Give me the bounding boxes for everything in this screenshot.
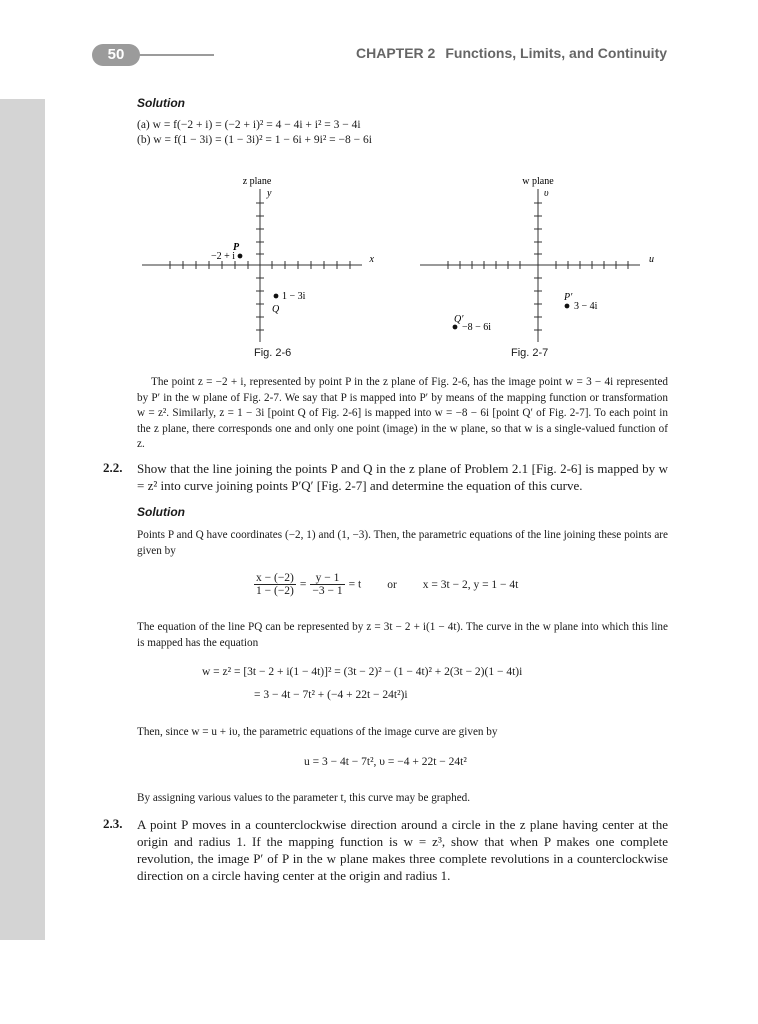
fraction-x-numerator: x − (−2) — [256, 572, 294, 584]
v-axis-label: υ — [544, 188, 549, 199]
problem-2-2-sol-text3: Then, since w = u + iυ, the parametric equations of the image curve are given by — [137, 726, 498, 738]
header-rule — [138, 54, 214, 56]
fraction-x-denominator: 1 − (−2) — [256, 585, 294, 597]
figure-2-6 — [140, 172, 380, 362]
u-axis-label: u — [649, 254, 654, 265]
point-p-dot — [238, 254, 243, 259]
point-q-prime-value: −8 − 6i — [462, 322, 492, 333]
w-plane-label: w plane — [522, 176, 554, 187]
page-margin-bar — [0, 99, 45, 940]
problem-2-2-sol-text4: By assigning various values to the parameter t, this curve may be graphed. — [137, 792, 471, 804]
problem-2-2-number: 2.2. — [103, 460, 123, 475]
problem-2-3-text: A point P moves in a counterclockwise direction around a circle in the z plane having center at the origin and radius 1. If the mapping function is w = z³, show that when P makes one complete revolution, the image P′ of P in the w plane makes three complete revolutions in a counterclockwise direction on a circle having center at the origin and radius 1. — [137, 817, 668, 883]
chapter-label: CHAPTER 2 — [356, 45, 436, 61]
solution-heading: Solution — [137, 96, 185, 110]
fraction-y — [310, 572, 344, 597]
problem-2-3-number: 2.3. — [103, 816, 123, 831]
paragraph-mapping: The point z = −2 + i, represented by point P in the z plane of Fig. 2-6, has the image point w = 3 − 4i represented by P′ in the w plane of Fig. 2-7. We say that P is mapped into P′ by means of the mapping function or transformation w = z². Similarly, z = 1 − 3i [point Q of Fig. 2-6] is mapped into w = −8 − 6i [point Q′ of Fig. 2-7]. To each point in the z plane, there corresponds one and only one point (image) in the w plane, so that w is a single-valued function of z. — [137, 376, 668, 450]
solution-line-a: (a) w = f(−2 + i) = (−2 + i)² = 4 − 4i + i² = 3 − 4i — [137, 119, 361, 131]
point-q-prime-name: Q′ — [454, 314, 464, 325]
page-number: 50 — [92, 44, 140, 66]
point-p-prime-dot — [565, 304, 570, 309]
point-q-prime-dot — [453, 325, 458, 330]
fraction-y-denominator: −3 − 1 — [312, 585, 343, 597]
z-plane-label: z plane — [242, 176, 272, 187]
parametric-equations: $\frac{x - (-2)}{1 - (-2)}$ = $\frac{y - 1}{-3 - 1}$ = t or x = 3t − 2, y = 1 − 4t — [256, 572, 519, 597]
x-axis-label: x — [369, 254, 374, 265]
y-axis-label: y — [267, 188, 272, 199]
problem-2-2-sol-text2: The equation of the line PQ can be represented by z = 3t − 2 + i(1 − 4t). The curve in the w plane into which this line is mapped has the equation — [137, 621, 668, 649]
solution-line-b: (b) w = f(1 − 3i) = (1 − 3i)² = 1 − 6i + 9i² = −8 − 6i — [137, 134, 372, 146]
equation-uv: u = 3 − 4t − 7t², υ = −4 + 22t − 24t² — [304, 756, 467, 768]
point-q-value: 1 − 3i — [282, 291, 306, 302]
equals-t: = t — [348, 578, 362, 591]
chapter-header — [356, 45, 667, 61]
point-q-dot — [274, 294, 279, 299]
fig-2-7-caption: Fig. 2-7 — [511, 347, 549, 359]
point-p-prime-name: P′ — [564, 292, 573, 303]
chapter-title: Functions, Limits, and Continuity — [445, 45, 668, 61]
problem-2-2-sol-text1: Points P and Q have coordinates (−2, 1) and (1, −3). Then, the parametric equations of the line joining these points are given by — [137, 529, 668, 557]
point-p-value: −2 + i — [210, 251, 235, 262]
point-p-name: P — [233, 242, 240, 253]
fraction-x — [254, 572, 296, 597]
figure-2-7 — [418, 172, 658, 362]
problem-2-2-text: Show that the line joining the points P and Q in the z plane of Problem 2.1 [Fig. 2-6] is mapped by w = z² into curve joining points P′Q′ [Fig. 2-7] and determine the equation of this curve. — [137, 461, 668, 493]
problem-2-2-solution-heading: Solution — [137, 505, 185, 519]
or-word: or — [387, 578, 397, 591]
equation-w2: = 3 − 4t − 7t² + (−4 + 22t − 24t²)i — [254, 689, 408, 701]
equation-w1: w = z² = [3t − 2 + i(1 − 4t)]² = (3t − 2)² − (1 − 4t)² + 2(3t − 2)(1 − 4t)i — [202, 666, 523, 678]
point-p-prime-value: 3 − 4i — [574, 301, 598, 312]
fig-2-6-caption: Fig. 2-6 — [254, 347, 292, 359]
param-line: x = 3t − 2, y = 1 − 4t — [422, 578, 519, 591]
fraction-y-numerator: y − 1 — [310, 572, 344, 585]
point-q-name: Q — [272, 304, 280, 315]
